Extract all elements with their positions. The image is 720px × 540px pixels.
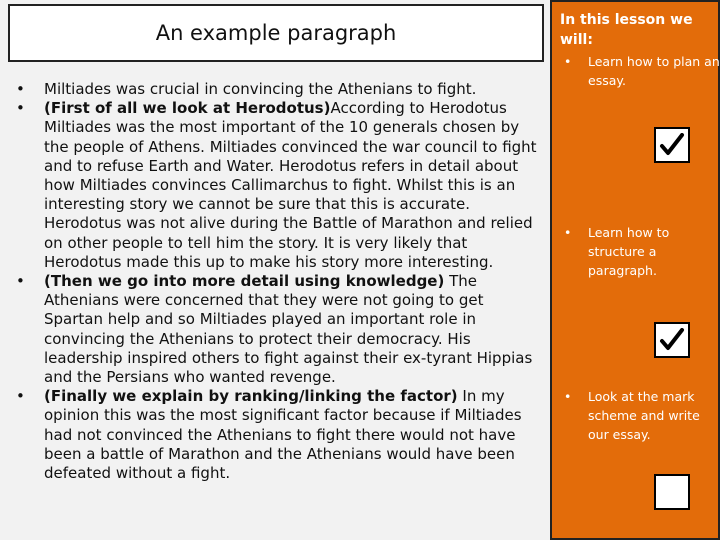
checkmark-icon xyxy=(659,328,685,352)
bullet-text: Miltiades was crucial in convincing the Athenians to fight. xyxy=(44,80,477,98)
checkbox-objective-3[interactable] xyxy=(654,474,690,510)
bullet-dot-icon: • xyxy=(16,387,25,406)
slide-title: An example paragraph xyxy=(155,21,397,45)
bullet-dot-icon: • xyxy=(16,272,25,291)
lesson-objectives-panel xyxy=(550,0,720,540)
bullet-item-2 xyxy=(6,99,544,272)
bullet-dot-icon: • xyxy=(16,80,25,98)
bullet-text: The Athenians were concerned that they were not going to get Spartan help and so Miltiades played an important role in convincing the Athenians to protect their democracy. His leadership inspired others to fight against their ex-tyrant Hippias and the Persians who wanted revenge. xyxy=(44,272,533,387)
paragraph-list xyxy=(6,80,544,483)
bullet-item-1 xyxy=(6,80,544,99)
objective-item-1 xyxy=(562,52,720,90)
checkbox-objective-1[interactable] xyxy=(654,127,690,163)
bullet-bold-lead: (Then we go into more detail using knowledge) xyxy=(44,272,445,291)
bullet-text: In my opinion this was the most significant factor because if Miltiades had not convinced the Athenians to fight there would not have been a battle of Marathon and the Athenians would have been defeated without a fight. xyxy=(44,387,522,483)
objective-item-3 xyxy=(562,387,720,444)
bullet-dot-icon: • xyxy=(564,225,572,240)
slide-title-box xyxy=(8,4,544,62)
bullet-bold-lead: (Finally we explain by ranking/linking the factor) xyxy=(44,387,458,406)
bullet-dot-icon: • xyxy=(16,99,25,118)
bullet-text: According to Herodotus Miltiades was the most important of the 10 generals chosen by the people of Athens. Miltiades convinced the war council to fight and to refuse Earth and Water. Herodotus refers in detail about how Miltiades convinces Callimarchus to fight. Whilst this is an interesting story we cannot be sure that this is accurate. Herodotus was not alive during the Battle of Marathon and relied on other people to tell him the story. It is very likely that Herodotus made this up to make his story more interesting. xyxy=(44,99,537,271)
panel-title: In this lesson we will: xyxy=(560,12,693,48)
bullet-bold-lead: (First of all we look at Herodotus) xyxy=(44,99,331,118)
checkbox-objective-2[interactable] xyxy=(654,322,690,358)
objective-text: Learn how to structure a paragraph. xyxy=(588,225,670,278)
bullet-item-4 xyxy=(6,387,544,483)
objective-text: Learn how to plan an essay. xyxy=(588,54,720,88)
bullet-item-3 xyxy=(6,272,544,387)
objective-item-2 xyxy=(562,223,720,280)
bullet-dot-icon: • xyxy=(564,389,572,404)
bullet-dot-icon: • xyxy=(564,54,572,69)
objective-text: Look at the mark scheme and write our essay. xyxy=(588,389,700,442)
checkmark-icon xyxy=(659,133,685,157)
